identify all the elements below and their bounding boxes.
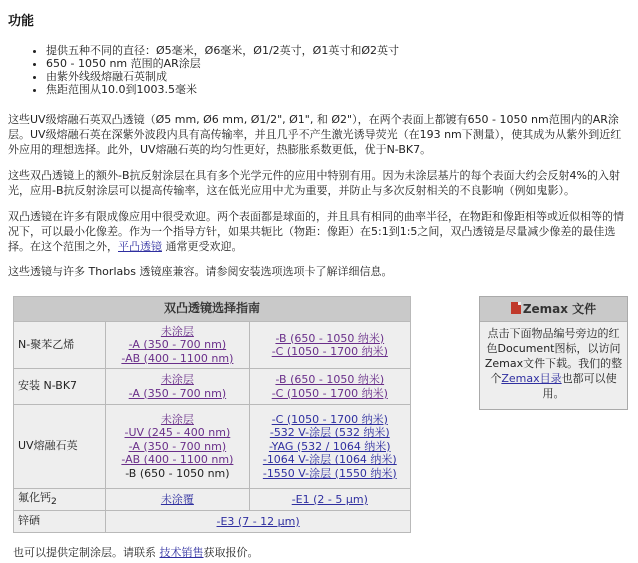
zemax-catalog-link[interactable]: Zemax目录 <box>501 372 562 385</box>
table-row <box>14 369 411 405</box>
section-heading: 功能 <box>8 14 35 29</box>
material-label: UV熔融石英 <box>14 405 106 489</box>
material-label: 安装 N-BK7 <box>14 369 106 405</box>
coating-link[interactable]: -AB (400 - 1100 nm) <box>121 453 234 467</box>
table-row <box>14 322 411 369</box>
mounting-paragraph: 这些透镜与许多 Thorlabs 透镜座兼容。请参阅安装选项选项卡了解详细信息。 <box>8 265 393 278</box>
coating-link[interactable]: -E3 (7 - 12 μm) <box>216 514 300 528</box>
feature-item: • 由紫外线级熔融石英制成 <box>46 70 592 83</box>
feature-list <box>32 44 592 96</box>
tech-sales-link[interactable]: 技术销售 <box>159 546 204 559</box>
document-icon <box>511 302 521 314</box>
coating-link[interactable]: 未涂层 <box>160 373 194 386</box>
coating-link[interactable]: 未涂覆 <box>160 492 194 506</box>
zemax-text: 也都可以使用。 <box>542 372 617 400</box>
table-row <box>14 511 411 533</box>
feature-item: • 焦距范围从10.0到1003.5毫米 <box>46 83 592 96</box>
material-label: 锌硒 <box>14 511 106 533</box>
zemax-body <box>480 322 627 401</box>
feature-item: • 提供五种不同的直径：Ø5毫米，Ø6毫米，Ø1/2英寸，Ø1英寸和Ø2英寸 <box>46 44 592 57</box>
zemax-header <box>480 297 627 322</box>
coating-paragraph: 这些双凸透镜上的额外-B抗反射涂层在具有多个光学元件的应用中特别有用。因为未涂层基片的每个表面大约会反射4%的入射光，应用-B抗反射涂层可以提高传输率，这在低光应用中尤为重要，并防止与多次反射相关的不良影响（例如鬼影）。 <box>8 169 620 197</box>
coating-link[interactable]: -1550 V-涂层 (1550 纳米) <box>262 466 397 480</box>
coating-link[interactable]: -A (350 - 700 nm) <box>128 338 227 352</box>
material-label-sub: 2 <box>51 496 57 508</box>
footer-note <box>13 546 259 560</box>
coating-link[interactable]: -C (1050 - 1700 纳米) <box>271 412 388 426</box>
para-text: 双凸透镜在许多有限成像应用中很受欢迎。两个表面都是球面的，并且具有相同的曲率半径，在物距和像距相等或近似相等的情况下，可以最小化像差。作为一个指导方针，如果共轭比（物距：像距）在5:1到1:5之间，双凸透镜是尽量减少像差的最佳选择。在这个范围之外， <box>8 210 624 253</box>
coating-text: -B (650 - 1050 nm) <box>125 466 230 480</box>
footer-text: 获取报价。 <box>203 546 259 559</box>
application-paragraph <box>8 209 628 254</box>
coating-link[interactable]: -C (1050 - 1700 纳米) <box>271 345 388 358</box>
table-title: 双凸透镜选择指南 <box>14 297 411 322</box>
material-label-main: 氟化钙 <box>18 490 51 504</box>
footer-text: 也可以提供定制涂层。请联系 <box>13 546 160 559</box>
coating-link[interactable]: -UV (245 - 400 nm) <box>124 426 231 440</box>
coating-link[interactable]: -E1 (2 - 5 μm) <box>291 492 368 506</box>
material-label: N-聚苯乙烯 <box>14 322 106 369</box>
zemax-text: 点击下面物品编号旁边的红色Document图标，以访问Zemax文件下载。我们的整个 <box>484 327 623 385</box>
coating-link[interactable]: -1064 V-涂层 (1064 纳米) <box>262 453 397 467</box>
plano-convex-link[interactable]: 平凸透镜 <box>118 240 162 253</box>
coating-link[interactable]: -B (650 - 1050 纳米) <box>275 331 385 345</box>
selection-guide-table <box>13 296 411 533</box>
coating-link[interactable]: -YAG (532 / 1064 纳米) <box>268 439 391 453</box>
coating-link[interactable]: 未涂层 <box>160 324 194 338</box>
zemax-box <box>479 296 628 410</box>
coating-link[interactable]: -B (650 - 1050 纳米) <box>275 373 385 386</box>
coating-link[interactable]: -532 V-涂层 (532 纳米) <box>269 426 390 440</box>
coating-link[interactable]: -A (350 - 700 nm) <box>128 386 227 400</box>
table-row <box>14 489 411 511</box>
material-label <box>14 489 106 511</box>
feature-item: • 650 - 1050 nm 范围的AR涂层 <box>46 57 592 70</box>
table-row <box>14 405 411 489</box>
coating-link[interactable]: -AB (400 - 1100 nm) <box>121 351 234 365</box>
coating-link[interactable]: -A (350 - 700 nm) <box>128 439 227 453</box>
zemax-title: Zemax 文件 <box>522 302 597 316</box>
coating-link[interactable]: 未涂层 <box>160 412 194 426</box>
para-text: 通常更受欢迎。 <box>162 240 243 253</box>
intro-paragraph: 这些UV级熔融石英双凸透镜（Ø5 mm, Ø6 mm, Ø1/2", Ø1", 和 Ø2"），在两个表面上都镀有650 - 1050 nm范围内的AR涂层。UV级熔融石英在深紫外波段内具有高传输率，并且几乎不产生激光诱导荧光（在193 nm下测量），使其成为从紫外到近红外应用的理想选择。此外，UV熔融石英的均匀性更好，热膨胀系数更低，优于N-BK7。 <box>8 113 622 156</box>
coating-link[interactable]: -C (1050 - 1700 纳米) <box>271 386 388 400</box>
